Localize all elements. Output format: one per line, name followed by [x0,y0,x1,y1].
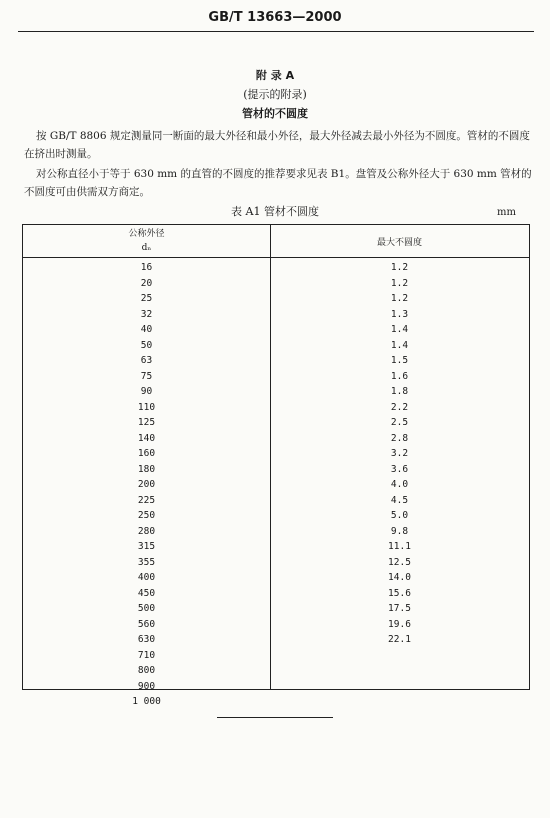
cell-nominal-diameter: 140 [137,432,156,444]
cell-max-ovality: 22.1 [388,634,411,645]
header-nominal-diameter-symbol: dₙ [141,243,152,253]
table-row [23,369,529,385]
paragraph-measurement: 按 GB/T 8806 规定测量同一断面的最大外径和最小外径，最大外径减去最小外径为不圆度。管材的不圆度在挤出时测量。 [24,130,530,160]
table-row [23,276,529,292]
cell-max-ovality: 1.2 [390,262,409,273]
cell-nominal-diameter: 160 [137,448,156,459]
cell-nominal-diameter: 50 [140,339,153,351]
cell-max-ovality: 11.1 [388,541,411,552]
cell-max-ovality: 4.5 [390,494,409,506]
table-row [23,400,529,416]
table-row [23,586,529,602]
cell-max-ovality: 4.0 [390,479,409,490]
cell-nominal-diameter: 500 [137,603,156,614]
cell-nominal-diameter: 16 [140,262,153,273]
table-row [23,477,529,493]
table-row [23,617,529,633]
table-row [23,338,529,354]
cell-max-ovality: 14.0 [388,572,411,583]
cell-max-ovality: 1.2 [390,277,409,289]
table-row [23,462,529,478]
table-row [23,570,529,586]
cell-max-ovality: 19.6 [388,618,411,630]
header-max-ovality: 最大不圆度 [376,238,422,248]
cell-nominal-diameter: 110 [137,401,156,413]
cell-nominal-diameter: 90 [140,386,153,397]
cell-max-ovality: 1.4 [390,339,409,351]
cell-nominal-diameter: 63 [140,355,153,366]
cell-max-ovality: 1.4 [390,324,409,335]
cell-max-ovality: 12.5 [388,556,411,568]
cell-max-ovality: 17.5 [388,603,411,614]
cell-max-ovality: 3.2 [390,448,409,459]
cell-max-ovality: 1.8 [390,386,409,397]
header-row-divider [23,257,529,258]
cell-nominal-diameter: 1 000 [132,696,161,707]
appendix-title-block [0,66,550,123]
cell-max-ovality: 2.8 [390,432,409,444]
header-nominal-diameter [23,227,270,255]
cell-nominal-diameter: 450 [137,587,156,599]
cell-nominal-diameter: 25 [140,293,153,304]
cell-nominal-diameter: 20 [140,277,153,289]
paragraph-requirements: 对公称直径小于等于 630 mm 的直管的不圆度的推荐要求见表 B1。盘管及公称外径大于 630 mm 管材的不圆度可由供需双方商定。 [24,168,532,198]
standard-header: GB/T 13663—2000 [208,10,342,25]
cell-nominal-diameter: 710 [137,649,156,661]
cell-max-ovality: 15.6 [388,587,411,599]
cell-max-ovality: 1.5 [390,355,409,366]
cell-max-ovality: 5.0 [390,510,409,521]
table-unit: mm [497,207,516,218]
table-row [23,508,529,524]
cell-max-ovality: 1.2 [390,293,409,304]
cell-nominal-diameter: 250 [137,510,156,521]
table-row [23,446,529,462]
appendix-note: (提示的附录) [243,88,307,101]
end-rule [217,717,333,718]
table-row [23,384,529,400]
cell-nominal-diameter: 800 [137,665,156,676]
table-body [23,260,529,710]
table-row [23,632,529,648]
cell-nominal-diameter: 40 [140,324,153,335]
table-row [23,663,529,679]
cell-nominal-diameter: 225 [137,494,156,506]
table-row [23,322,529,338]
cell-nominal-diameter: 900 [137,680,156,692]
cell-nominal-diameter: 315 [137,541,156,552]
cell-nominal-diameter: 200 [137,479,156,490]
cell-max-ovality: 3.6 [390,463,409,475]
table-caption: 表 A1 管材不圆度 [231,205,319,218]
appendix-title: 附 录 A [255,69,295,82]
table-row [23,291,529,307]
cell-max-ovality: 2.2 [390,401,409,413]
cell-nominal-diameter: 180 [137,463,156,475]
table-row [23,431,529,447]
table-row [23,524,529,540]
ovality-table [22,224,530,707]
cell-nominal-diameter: 75 [140,370,153,382]
cell-nominal-diameter: 280 [137,525,156,537]
cell-nominal-diameter: 560 [137,618,156,630]
table-row [23,415,529,431]
table-row [23,648,529,664]
table-row [23,260,529,276]
table-row [23,679,529,695]
cell-nominal-diameter: 32 [140,308,153,320]
cell-max-ovality: 2.5 [390,417,409,428]
table-row [23,539,529,555]
appendix-subtitle: 管材的不圆度 [242,107,308,120]
header-nominal-diameter-label: 公称外径 [128,229,165,239]
cell-nominal-diameter: 355 [137,556,156,568]
cell-nominal-diameter: 400 [137,572,156,583]
table-row [23,601,529,617]
table-row [23,307,529,323]
table-row [23,555,529,571]
header-divider [18,31,534,32]
cell-max-ovality: 1.3 [390,308,409,320]
table-row [23,493,529,509]
cell-nominal-diameter: 125 [137,417,156,428]
cell-max-ovality: 1.6 [390,370,409,382]
cell-max-ovality: 9.8 [390,525,409,537]
table-row [23,353,529,369]
table-row [23,694,529,710]
cell-nominal-diameter: 630 [137,634,156,645]
